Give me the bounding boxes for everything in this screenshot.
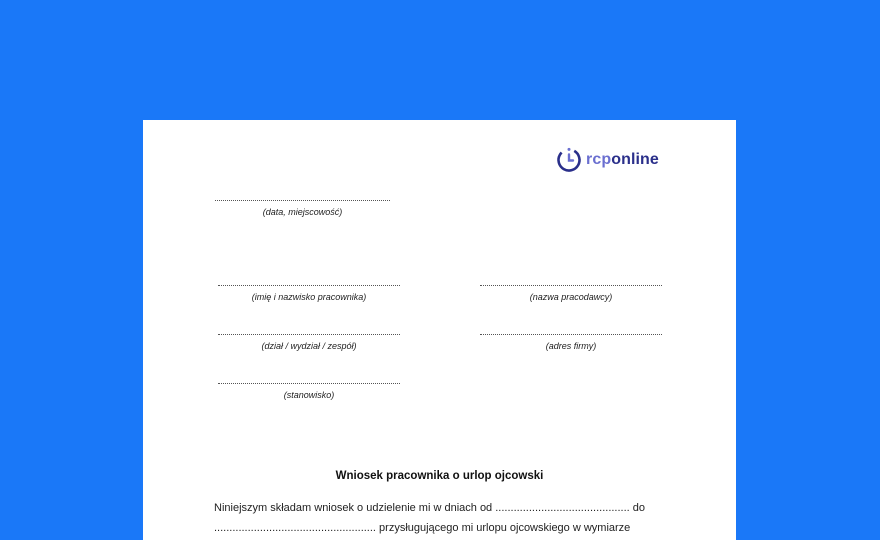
document-title: Wniosek pracownika o urlop ojcowski	[335, 470, 544, 482]
department-field	[218, 334, 400, 352]
dotted-line	[218, 334, 400, 335]
body-line: ..................................................... przysługującego mi urlopu ojcowskiego w wymiarze	[214, 522, 631, 534]
date-place-field	[215, 200, 390, 218]
body-line: Niniejszym składam wniosek o udzielenie mi w dniach od ............................................ do	[214, 502, 645, 514]
employer-name-caption: (nazwa pracodawcy)	[529, 292, 613, 302]
dotted-line	[218, 383, 400, 384]
date-place-caption: (data, miejscowość)	[262, 207, 343, 217]
request-body	[214, 498, 665, 538]
rcponline-logo	[556, 145, 659, 175]
department-caption: (dział / wydział / zespół)	[261, 341, 357, 351]
dotted-line	[480, 285, 662, 286]
document-page	[143, 120, 736, 540]
company-address-caption: (adres firmy)	[545, 341, 597, 351]
logo-text: rcponline	[586, 151, 659, 168]
position-caption: (stanowisko)	[283, 390, 335, 400]
dotted-line	[215, 200, 390, 201]
company-address-field	[480, 334, 662, 352]
employee-name-field	[218, 285, 400, 303]
employer-name-field	[480, 285, 662, 303]
employee-name-caption: (imię i nazwisko pracownika)	[251, 292, 367, 302]
dotted-line	[480, 334, 662, 335]
position-field	[218, 383, 400, 401]
dotted-line	[218, 285, 400, 286]
clock-icon	[556, 147, 582, 173]
